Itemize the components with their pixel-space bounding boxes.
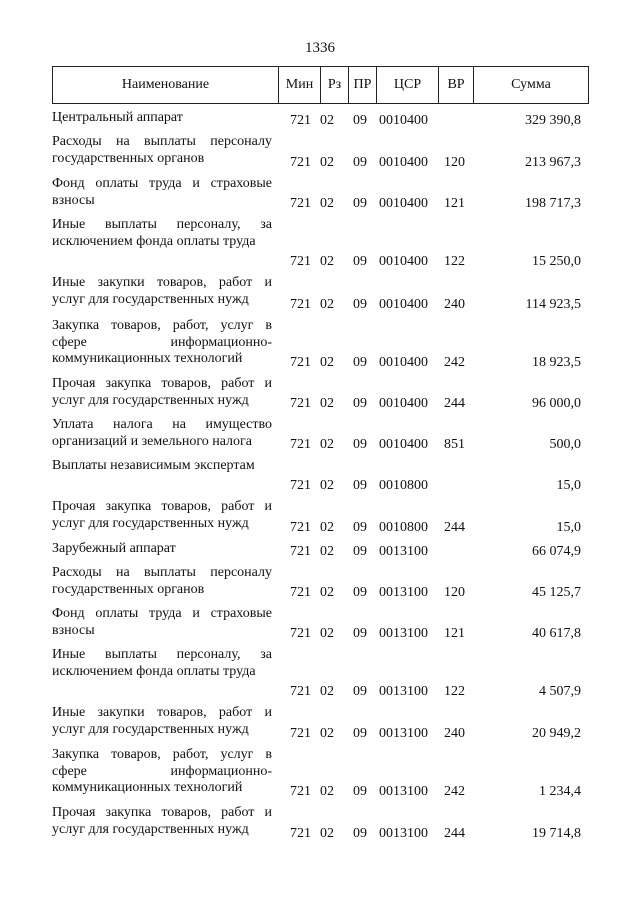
table-row: [52, 497, 589, 539]
table-body: [52, 108, 589, 845]
row-sum: 96 000,0: [532, 396, 581, 411]
table-header: [52, 66, 589, 104]
header-csr: ЦСР: [377, 67, 439, 103]
row-min: 721: [290, 520, 311, 535]
row-pr: 09: [353, 113, 367, 128]
row-rz: 02: [320, 544, 334, 559]
row-vr: 244: [444, 520, 465, 535]
row-vr: 244: [444, 396, 465, 411]
row-sum: 198 717,3: [525, 196, 581, 211]
row-vr: 244: [444, 826, 465, 841]
row-min: 721: [290, 437, 311, 452]
row-pr: 09: [353, 155, 367, 170]
row-vr: 242: [444, 784, 465, 799]
row-pr: 09: [353, 297, 367, 312]
row-name: Закупка товаров, работ, услуг в сфере информационно-коммуникационных технологий: [52, 318, 272, 366]
row-csr: 0010400: [379, 113, 428, 128]
table-row: [52, 539, 589, 563]
row-rz: 02: [320, 726, 334, 741]
header-sum: Сумма: [511, 77, 551, 92]
row-csr: 0013100: [379, 826, 428, 841]
row-csr: 0010400: [379, 396, 428, 411]
table-row: [52, 456, 589, 497]
row-rz: 02: [320, 684, 334, 699]
row-pr: 09: [353, 396, 367, 411]
row-rz: 02: [320, 396, 334, 411]
row-sum: 15,0: [556, 520, 581, 535]
row-pr: 09: [353, 478, 367, 493]
row-rz: 02: [320, 585, 334, 600]
row-rz: 02: [320, 478, 334, 493]
row-min: 721: [290, 585, 311, 600]
row-rz: 02: [320, 196, 334, 211]
row-sum: 66 074,9: [532, 544, 581, 559]
row-sum: 1 234,4: [539, 784, 581, 799]
row-min: 721: [290, 726, 311, 741]
row-name: Иные выплаты персоналу, за исключением фонда оплаты труда: [52, 217, 272, 249]
row-csr: 0010400: [379, 155, 428, 170]
row-rz: 02: [320, 155, 334, 170]
row-name: Зарубежный аппарат: [52, 541, 176, 556]
table-row: [52, 273, 589, 316]
row-rz: 02: [320, 355, 334, 370]
row-vr: 240: [444, 726, 465, 741]
header-min: Мин: [279, 67, 321, 103]
row-vr: 120: [444, 585, 465, 600]
table-row: [52, 803, 589, 845]
header-pr: ПР: [349, 67, 377, 103]
row-pr: 09: [353, 544, 367, 559]
row-pr: 09: [353, 355, 367, 370]
table-row: [52, 174, 589, 215]
row-pr: 09: [353, 684, 367, 699]
row-vr: 240: [444, 297, 465, 312]
row-rz: 02: [320, 254, 334, 269]
row-name: Иные выплаты персоналу, за исключением фонда оплаты труда: [52, 647, 272, 679]
row-csr: 0010400: [379, 254, 428, 269]
row-sum: 40 617,8: [532, 626, 581, 641]
row-name: Фонд оплаты труда и страховые взносы: [52, 606, 272, 638]
row-name: Расходы на выплаты персоналу государственных органов: [52, 134, 272, 166]
row-rz: 02: [320, 297, 334, 312]
row-name: Закупка товаров, работ, услуг в сфере информационно-коммуникационных технологий: [52, 747, 272, 795]
row-sum: 19 714,8: [532, 826, 581, 841]
row-name: Прочая закупка товаров, работ и услуг для государственных нужд: [52, 376, 272, 408]
row-vr: 242: [444, 355, 465, 370]
row-min: 721: [290, 684, 311, 699]
table-row: [52, 604, 589, 645]
row-csr: 0010800: [379, 520, 428, 535]
row-rz: 02: [320, 784, 334, 799]
row-sum: 500,0: [549, 437, 581, 452]
row-csr: 0010400: [379, 297, 428, 312]
row-rz: 02: [320, 113, 334, 128]
table-row: [52, 745, 589, 803]
row-rz: 02: [320, 826, 334, 841]
row-sum: 329 390,8: [525, 113, 581, 128]
row-sum: 20 949,2: [532, 726, 581, 741]
table-row: [52, 108, 589, 132]
row-rz: 02: [320, 520, 334, 535]
table-row: [52, 703, 589, 745]
page-number: 1336: [305, 40, 335, 56]
row-csr: 0010400: [379, 437, 428, 452]
row-csr: 0010400: [379, 196, 428, 211]
row-csr: 0013100: [379, 626, 428, 641]
row-min: 721: [290, 155, 311, 170]
row-csr: 0010400: [379, 355, 428, 370]
row-name: Иные закупки товаров, работ и услуг для государственных нужд: [52, 705, 272, 737]
row-csr: 0013100: [379, 544, 428, 559]
row-min: 721: [290, 826, 311, 841]
table-row: [52, 132, 589, 174]
row-csr: 0013100: [379, 726, 428, 741]
row-min: 721: [290, 355, 311, 370]
table-row: [52, 215, 589, 273]
table-row: [52, 316, 589, 374]
row-pr: 09: [353, 585, 367, 600]
row-csr: 0013100: [379, 784, 428, 799]
row-pr: 09: [353, 437, 367, 452]
row-csr: 0013100: [379, 684, 428, 699]
table-row: [52, 415, 589, 456]
row-vr: 120: [444, 155, 465, 170]
row-name: Прочая закупка товаров, работ и услуг для государственных нужд: [52, 499, 272, 531]
row-min: 721: [290, 297, 311, 312]
row-sum: 45 125,7: [532, 585, 581, 600]
table-row: [52, 645, 589, 703]
header-rz: Рз: [321, 67, 349, 103]
row-rz: 02: [320, 437, 334, 452]
row-pr: 09: [353, 254, 367, 269]
row-vr: 122: [444, 254, 465, 269]
row-rz: 02: [320, 626, 334, 641]
row-min: 721: [290, 478, 311, 493]
row-sum: 4 507,9: [539, 684, 581, 699]
row-min: 721: [290, 396, 311, 411]
row-min: 721: [290, 544, 311, 559]
row-name: Центральный аппарат: [52, 110, 183, 125]
header-vr: ВР: [439, 67, 474, 103]
row-sum: 15,0: [556, 478, 581, 493]
row-vr: 122: [444, 684, 465, 699]
row-name: Уплата налога на имущество организаций и земельного налога: [52, 417, 272, 449]
row-csr: 0010800: [379, 478, 428, 493]
row-min: 721: [290, 626, 311, 641]
row-pr: 09: [353, 626, 367, 641]
row-pr: 09: [353, 726, 367, 741]
row-name: Иные закупки товаров, работ и услуг для государственных нужд: [52, 275, 272, 307]
row-min: 721: [290, 784, 311, 799]
row-vr: 121: [444, 626, 465, 641]
row-pr: 09: [353, 520, 367, 535]
row-name: Выплаты независимым экспертам: [52, 458, 255, 473]
row-min: 721: [290, 113, 311, 128]
row-vr: 121: [444, 196, 465, 211]
row-pr: 09: [353, 784, 367, 799]
row-pr: 09: [353, 196, 367, 211]
table-row: [52, 563, 589, 604]
row-sum: 114 923,5: [525, 297, 581, 312]
row-min: 721: [290, 196, 311, 211]
row-pr: 09: [353, 826, 367, 841]
row-name: Расходы на выплаты персоналу государственных органов: [52, 565, 272, 597]
row-min: 721: [290, 254, 311, 269]
row-sum: 213 967,3: [525, 155, 581, 170]
row-name: Фонд оплаты труда и страховые взносы: [52, 176, 272, 208]
row-csr: 0013100: [379, 585, 428, 600]
header-name: Наименование: [53, 67, 279, 103]
row-name: Прочая закупка товаров, работ и услуг для государственных нужд: [52, 805, 272, 837]
row-sum: 18 923,5: [532, 355, 581, 370]
row-sum: 15 250,0: [532, 254, 581, 269]
row-vr: 851: [444, 437, 465, 452]
table-row: [52, 374, 589, 415]
